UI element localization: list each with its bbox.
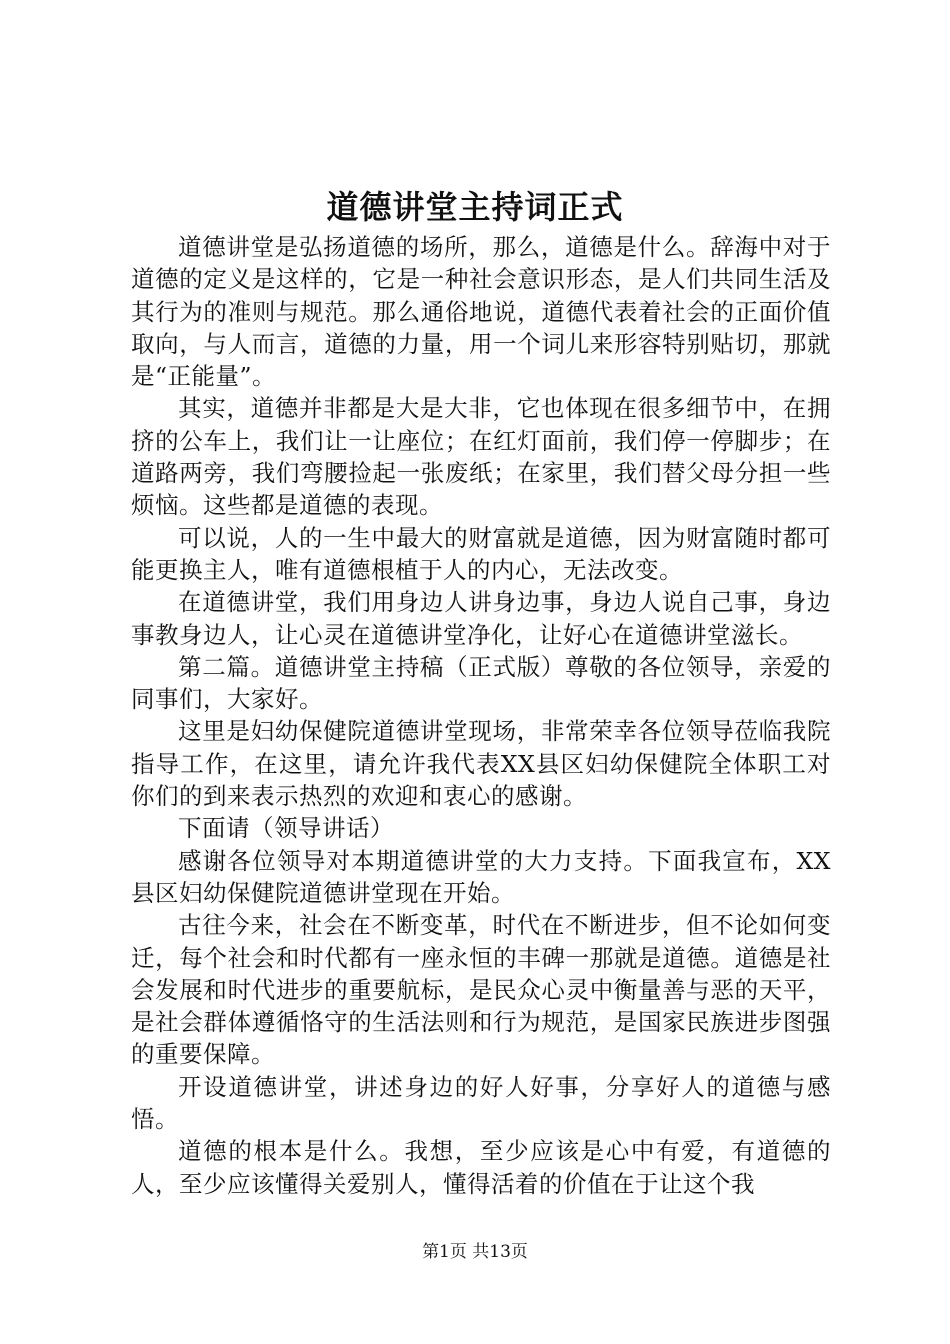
page-number-footer: 第1页 共13页 xyxy=(422,1242,528,1262)
paragraph: 开设道德讲堂，讲述身边的好人好事，分享好人的道德与感悟。 xyxy=(131,1072,831,1134)
paragraph: 感谢各位领导对本期道德讲堂的大力支持。下面我宣布，XX县区妇幼保健院道德讲堂现在开始。 xyxy=(131,846,831,907)
paragraph: 古往今来，社会在不断变革，时代在不断进步，但不论如何变迁，每个社会和时代都有一座永恒的丰碑一那就是道德。道德是社会发展和时代进步的重要航标，是民众心灵中衡量善与恶的天平，是社会群体遵循恪守的生活法则和行为规范，是国家民族进步图强的重要保障。 xyxy=(131,911,831,1069)
paragraph: 可以说，人的一生中最大的财富就是道德，因为财富随时都可能更换主人，唯有道德根植于人的内心，无法改变。 xyxy=(131,523,831,584)
document-body xyxy=(131,231,831,1200)
paragraph: 下面请（领导讲话） xyxy=(178,814,394,843)
paragraph: 第二篇。道德讲堂主持稿（正式版）尊敬的各位领导，亲爱的同事们，大家好。 xyxy=(131,652,831,714)
paragraph: 在道德讲堂，我们用身边人讲身边事，身边人说自己事，身边事教身边人，让心灵在道德讲堂净化，让好心在道德讲堂滋长。 xyxy=(131,588,831,649)
paragraph: 道德的根本是什么。我想，至少应该是心中有爱，有道德的人，至少应该懂得关爱别人，懂得活着的价值在于让这个我 xyxy=(131,1137,831,1198)
paragraph: 这里是妇幼保健院道德讲堂现场，非常荣幸各位领导莅临我院指导工作，在这里，请允许我代表XX县区妇幼保健院全体职工对你们的到来表示热烈的欢迎和衷心的感谢。 xyxy=(131,717,831,811)
paragraph: 其实，道德并非都是大是大非，它也体现在很多细节中，在拥挤的公车上，我们让一让座位；在红灯面前，我们停一停脚步；在道路两旁，我们弯腰捡起一张废纸；在家里，我们替父母分担一些烦恼。这些都是道德的表现。 xyxy=(131,394,831,520)
paragraph: 道德讲堂是弘扬道德的场所，那么，道德是什么。辞海中对于道德的定义是这样的，它是一种社会意识形态，是人们共同生活及其行为的准则与规范。那么通俗地说，道德代表着社会的正面价值取向，与人而言，道德的力量，用一个词儿来形容特别贴切，那就是“正能量”。 xyxy=(131,233,831,391)
document-title: 道德讲堂主持词正式 xyxy=(326,188,624,226)
